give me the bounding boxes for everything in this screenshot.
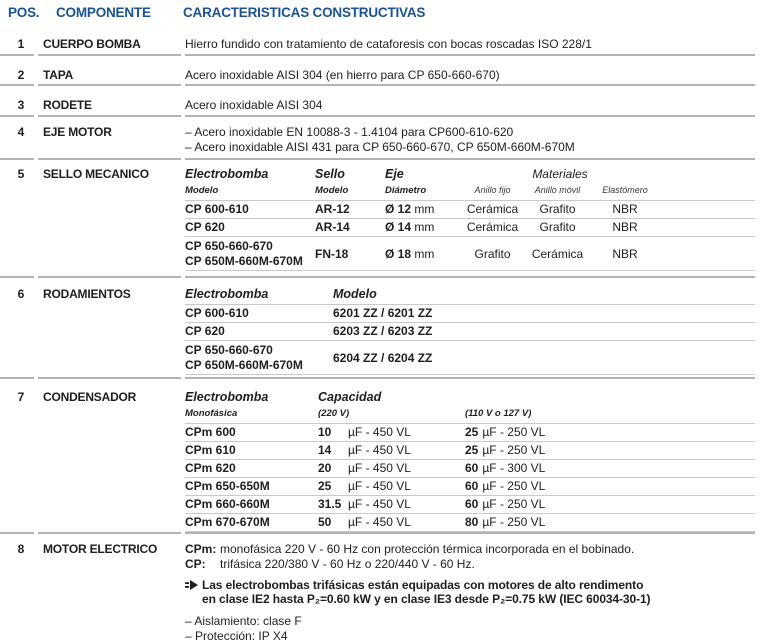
note-line-1: Las electrobombas trifásicas están equipadas con motores de alto rendimento (202, 578, 644, 592)
sub-elastomero: Elastómero (590, 185, 660, 201)
bearing-model: 6204 ZZ / 6204 ZZ (333, 341, 755, 375)
table-header (0, 0, 761, 25)
component-name: RODAMIENTOS (38, 276, 181, 377)
anillo-movil-value: Cerámica (525, 237, 590, 271)
cap-220-value: 50 (318, 514, 348, 532)
cap-220-value: 20 (318, 460, 348, 478)
col-electrobomba: Electrobomba (185, 287, 333, 305)
component-name: CUERPO BOMBA (43, 37, 141, 51)
pump-model: CPm 670-670M (185, 514, 318, 532)
sub-diametro: Diámetro (385, 185, 460, 201)
bearing-model: 6201 ZZ / 6201 ZZ (333, 305, 755, 323)
condensador-sub-header (185, 408, 755, 424)
col-modelo: Modelo (333, 287, 755, 305)
component-name: SELLO MECANICO (38, 158, 181, 276)
cap-110: 80 µF - 250 VL (465, 514, 755, 532)
sub-monofasica: Monofásica (185, 408, 318, 424)
seal-model: FN-18 (315, 237, 385, 271)
motor-cp-line (185, 557, 755, 572)
note-line-2: en clase IE2 hasta P₂=0.60 kW y en clase IE3 desde P₂=0.75 kW (IEC 60034-30-1) (202, 592, 651, 606)
cap-110: 60 µF - 250 VL (465, 478, 755, 496)
table-row (0, 84, 761, 115)
proteccion-line: – Protección: IP X4 (185, 629, 288, 642)
sello-sub-header (185, 185, 755, 201)
component-name: EJE MOTOR (38, 115, 181, 158)
seal-model: AR-14 (315, 219, 385, 237)
component-name: RODETE (38, 84, 181, 115)
header-pos: POS. (8, 5, 40, 20)
rodamientos-row (185, 341, 755, 375)
cap-220-unit: µF - 450 VL (348, 460, 465, 478)
rodamientos-row (185, 305, 755, 323)
col-materiales: Materiales (532, 167, 588, 181)
sello-group-header (185, 167, 755, 185)
motor-cpm-line (185, 542, 755, 557)
condensador-row (185, 496, 755, 514)
cap-220-unit: µF - 450 VL (348, 514, 465, 532)
pump-model: CP 620 (185, 323, 333, 341)
pump-model: CP 600-610 (185, 305, 333, 323)
cap-220-value: 25 (318, 478, 348, 496)
cap-220-value: 31.5 (318, 496, 348, 514)
sub-anillo-fijo: Anillo fijo (460, 185, 525, 201)
cap-220-unit: µF - 450 VL (348, 478, 465, 496)
spec-text: Hierro fundido con tratamiento de cataforesis con bocas roscadas ISO 228/1 (185, 37, 592, 51)
component-name: TAPA (38, 54, 181, 84)
anillo-fijo-value: Cerámica (460, 201, 525, 219)
pos-number: 4 (0, 115, 34, 158)
header-caracteristicas: CARACTERISTICAS CONSTRUCTIVAS (183, 5, 426, 20)
col-electrobomba: Electrobomba (185, 390, 269, 404)
sub-modelo: Modelo (185, 185, 315, 201)
elastomero-value: NBR (590, 219, 660, 237)
cap-110: 60 µF - 250 VL (465, 496, 755, 514)
table-row (0, 532, 761, 642)
col-electrobomba: Electrobomba (185, 167, 269, 181)
sub-anillo-movil: Anillo móvil (525, 185, 590, 201)
pos-number: 7 (0, 377, 34, 532)
spec-text-line: – Acero inoxidable AISI 431 para CP 650-660-670, CP 650M-660M-670M (185, 140, 575, 154)
anillo-movil-value: Grafito (525, 219, 590, 237)
shaft-diameter: Ø 12 mm (385, 201, 460, 219)
component-name: MOTOR ELECTRICO (38, 532, 181, 642)
table-row (0, 115, 761, 158)
anillo-fijo-value: Grafito (460, 237, 525, 271)
sello-row (185, 219, 755, 237)
header-componente: COMPONENTE (56, 5, 151, 20)
col-eje: Eje (385, 167, 404, 181)
spec-text: Acero inoxidable AISI 304 (185, 98, 323, 112)
elastomero-value: NBR (590, 237, 660, 271)
shaft-diameter: Ø 14 mm (385, 219, 460, 237)
condensador-row (185, 424, 755, 442)
sub-220v: (220 V) (318, 408, 465, 424)
spec-text: Acero inoxidable AISI 304 (en hierro para CP 650-660-670) (185, 68, 500, 82)
pos-number: 5 (0, 158, 34, 276)
cap-220-value: 14 (318, 442, 348, 460)
pump-model: CPm 610 (185, 442, 318, 460)
table-row (0, 54, 761, 84)
spec-text-line: – Acero inoxidable EN 10088-3 - 1.4104 para CP600-610-620 (185, 125, 514, 139)
pos-number: 8 (0, 532, 34, 642)
pos-number: 2 (0, 54, 34, 84)
component-name: CONDENSADOR (38, 377, 181, 532)
rodamientos-row (185, 323, 755, 341)
condensador-row (185, 442, 755, 460)
sub-modelo: Modelo (315, 185, 385, 201)
cap-110: 60 µF - 300 VL (465, 460, 755, 478)
pump-model: CPm 650-650M (185, 478, 318, 496)
elastomero-value: NBR (590, 201, 660, 219)
pump-model: CP 600-610 (185, 201, 315, 219)
table-row (0, 276, 761, 377)
pos-number: 6 (0, 276, 34, 377)
shaft-diameter: Ø 18 mm (385, 237, 460, 271)
pos-number: 3 (0, 84, 34, 115)
col-sello: Sello (315, 167, 345, 181)
cap-220-unit: µF - 450 VL (348, 424, 465, 442)
pump-model: CPm 620 (185, 460, 318, 478)
cap-220-unit: µF - 450 VL (348, 496, 465, 514)
anillo-movil-value: Grafito (525, 201, 590, 219)
col-capacidad: Capacidad (318, 390, 382, 404)
cp-text: trifásica 220/380 V - 60 Hz o 220/440 V - 60 Hz. (220, 557, 475, 571)
table-row (0, 158, 761, 276)
sello-row (185, 201, 755, 219)
anillo-fijo-value: Cerámica (460, 219, 525, 237)
arrow-right-icon (185, 580, 198, 590)
condensador-row (185, 460, 755, 478)
condensador-row (185, 514, 755, 532)
cap-110: 25 µF - 250 VL (465, 424, 755, 442)
cap-110: 25 µF - 250 VL (465, 442, 755, 460)
pump-model: CP 650-660-670 CP 650M-660M-670M (185, 341, 333, 375)
condensador-group-header (185, 390, 755, 408)
cpm-label: CPm: (185, 542, 217, 556)
cap-220-value: 10 (318, 424, 348, 442)
bearing-model: 6203 ZZ / 6203 ZZ (333, 323, 755, 341)
efficiency-note (185, 578, 755, 606)
pump-model: CP 620 (185, 219, 315, 237)
sub-110v: (110 V o 127 V) (465, 408, 755, 424)
table-row (0, 377, 761, 532)
seal-model: AR-12 (315, 201, 385, 219)
pos-number: 1 (17, 37, 25, 51)
sello-row (185, 237, 755, 271)
cp-label: CP: (185, 557, 206, 571)
pump-model: CPm 600 (185, 424, 318, 442)
table-row (0, 25, 761, 54)
cpm-text: monofásica 220 V - 60 Hz con protección térmica incorporada en el bobinado. (220, 542, 635, 556)
pump-model: CP 650-660-670 CP 650M-660M-670M (185, 237, 315, 271)
rodamientos-header (185, 287, 755, 305)
aislamiento-line: – Aislamiento: clase F (185, 614, 302, 628)
pump-model: CPm 660-660M (185, 496, 318, 514)
condensador-row (185, 478, 755, 496)
cap-220-unit: µF - 450 VL (348, 442, 465, 460)
